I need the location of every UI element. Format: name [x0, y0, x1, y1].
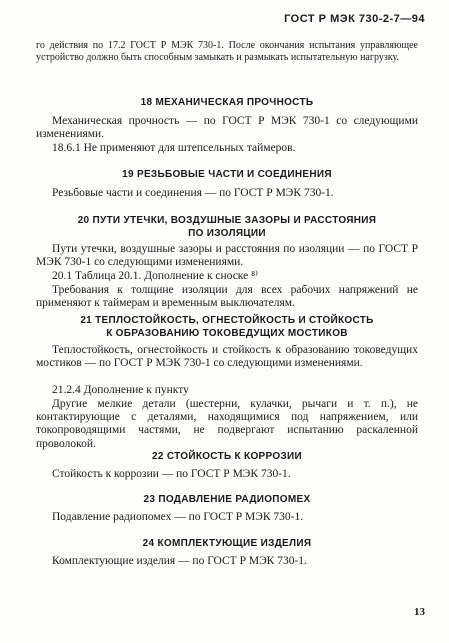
section-20-paragraph-3: Требования к толщине изоляции для всех рабочих напряжений не применяют к таймерам и временным выключателям.	[36, 284, 418, 310]
section-19-paragraph-1: Резьбовые части и соединения — по ГОСТ Р МЭК 730-1.	[52, 187, 334, 199]
section-20-paragraph-2: 20.1 Таблица 20.1. Дополнение к сноске ⁸⁾	[52, 270, 258, 282]
section-18-title: 18 МЕХАНИЧЕСКАЯ ПРОЧНОСТЬ	[140, 97, 314, 108]
page-number: 13	[414, 606, 425, 618]
section-20-title-line-1: 20 ПУТИ УТЕЧКИ, ВОЗДУШНЫЕ ЗАЗОРЫ И РАССТОЯНИЯ	[77, 215, 377, 226]
section-21-title	[36, 314, 418, 340]
section-21-title-line-1: 21 ТЕПЛОСТОЙКОСТЬ, ОГНЕСТОЙКОСТЬ И СТОЙКОСТЬ	[80, 315, 374, 326]
section-22-paragraph-1: Стойкость к коррозии — по ГОСТ Р МЭК 730-1.	[52, 468, 291, 480]
section-22-title: 22 СТОЙКОСТЬ К КОРРОЗИИ	[152, 451, 302, 462]
section-18-paragraph-1: Механическая прочность — по ГОСТ Р МЭК 730-1 со следующими изменениями.	[36, 115, 418, 141]
section-20-title-line-2: ПО ИЗОЛЯЦИИ	[188, 228, 266, 239]
section-24-paragraph-1: Комплектующие изделия — по ГОСТ Р МЭК 730-1.	[52, 555, 307, 567]
section-18-paragraph-2: 18.6.1 Не применяют для штепсельных таймеров.	[52, 142, 296, 154]
section-21-paragraph-1: Теплостойкость, огнестойкость и стойкость к образованию токоведущих мостиков — по ГОСТ Р МЭК 730-1 со следующими изменениями.	[36, 344, 418, 370]
section-19-title: 19 РЕЗЬБОВЫЕ ЧАСТИ И СОЕДИНЕНИЯ	[122, 169, 332, 180]
section-23-paragraph-1: Подавление радиопомех — по ГОСТ Р МЭК 730-1.	[52, 511, 304, 523]
section-20-paragraph-1: Пути утечки, воздушные зазоры и расстояния по изоляции — по ГОСТ Р МЭК 730-1 со следующими изменениями.	[36, 243, 418, 269]
section-20-title	[36, 214, 418, 240]
section-21-paragraph-3: Другие мелкие детали (шестерни, кулачки, рычаги и т. п.), не контактирующие с деталями, находящимися под напряжением, или токопроводящими частями, не подвергают испытанию раскаленной проволокой.	[36, 398, 418, 450]
page-header: ГОСТ Р МЭК 730-2-7—94	[284, 13, 425, 25]
section-24-title: 24 КОМПЛЕКТУЮЩИЕ ИЗДЕЛИЯ	[142, 538, 312, 549]
section-23-title: 23 ПОДАВЛЕНИЕ РАДИОПОМЕХ	[143, 494, 311, 505]
section-21-paragraph-2: 21.2.4 Дополнение к пункту	[52, 384, 189, 396]
intro-paragraph: го действия по 17.2 ГОСТ Р МЭК 730-1. После окончания испытания управляющее устройство должно быть способным замыкать и размыкать испытательную нагрузку.	[36, 40, 418, 63]
section-21-title-line-2: К ОБРАЗОВАНИЮ ТОКОВЕДУЩИХ МОСТИКОВ	[106, 328, 348, 339]
